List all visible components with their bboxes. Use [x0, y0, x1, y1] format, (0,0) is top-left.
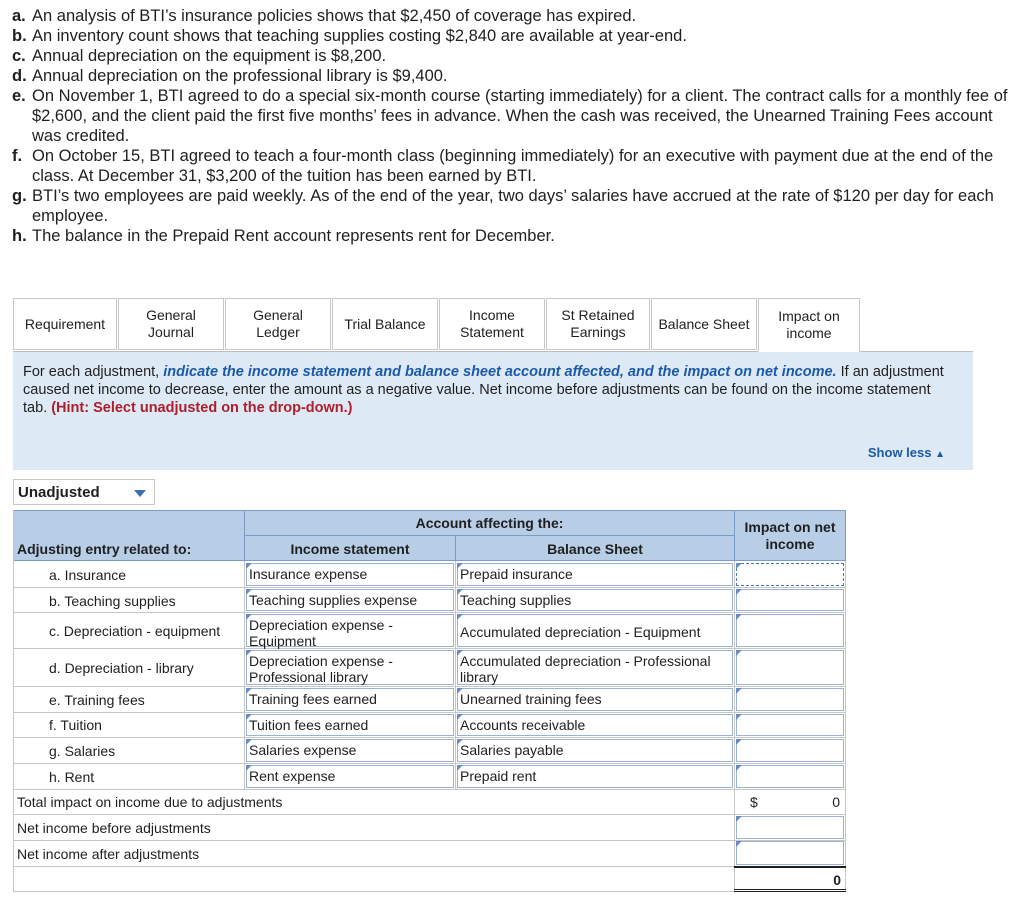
tab-label-line1: Income — [469, 307, 515, 323]
row-label-insurance: a. Insurance — [49, 567, 127, 583]
balance-account-select[interactable]: Prepaid rent — [457, 765, 733, 788]
income-account-select[interactable]: Teaching supplies expense — [246, 589, 454, 611]
problem-item-d: d. Annual depreciation on the professional library is $9,400. — [12, 67, 448, 85]
balance-account-select[interactable]: Teaching supplies — [457, 589, 733, 611]
problem-item-f: f. On October 15, BTI agreed to teach a four-month class (beginning immediately) for an executive with payment due at the end of the class. At December 31, $3,200 of the tuition has been earned by BTI. — [12, 147, 994, 185]
row-divider — [13, 840, 846, 841]
tab-label-line1: Impact on — [778, 308, 840, 324]
tab-impact-on-income[interactable] — [758, 298, 860, 352]
row-divider — [13, 814, 846, 815]
balance-account-select[interactable]: Salaries payable — [457, 739, 733, 762]
problem-item-c: c. Annual depreciation on the equipment is $8,200. — [12, 47, 387, 65]
header-adjusting-cell — [13, 510, 245, 561]
income-account-select[interactable]: Depreciation expense - Equipment — [246, 614, 454, 647]
header-impact-line2: income — [765, 536, 815, 552]
row-label-teaching-supplies: b. Teaching supplies — [49, 593, 176, 609]
instruction-emphasis: indicate the income statement and balance sheet account affected, and the impact on net income. — [163, 364, 837, 380]
net-income-before-label: Net income before adjustments — [17, 820, 211, 836]
header-impact-cell — [734, 510, 846, 561]
tab-label-line1: General — [146, 307, 196, 323]
tab-trial-balance[interactable] — [332, 298, 438, 350]
row-divider — [13, 891, 846, 892]
row-divider — [13, 686, 846, 687]
problem-item-b: b. An inventory count shows that teaching supplies costing $2,840 are available at year-end. — [12, 27, 687, 45]
balance-account-select[interactable]: Accounts receivable — [457, 714, 733, 736]
income-account-select[interactable]: Insurance expense — [246, 563, 454, 586]
tab-requirement[interactable] — [13, 298, 117, 350]
caret-down-icon — [134, 490, 146, 497]
impact-input-teaching-supplies[interactable] — [736, 589, 844, 611]
tab-label-line2: Statement — [460, 324, 524, 340]
column-divider — [244, 561, 245, 789]
instruction-panel — [13, 352, 973, 470]
impact-input-tuition[interactable] — [736, 714, 844, 736]
net-income-before-input[interactable] — [736, 816, 844, 839]
tab-label-line1: General — [253, 307, 303, 323]
tab-label-line2: income — [786, 325, 832, 341]
tab-general-journal[interactable] — [118, 298, 224, 350]
row-divider — [13, 789, 846, 790]
problem-item-g: g. BTI’s two employees are paid weekly. As of the end of the year, two days’ salaries have accrued at the rate of $120 per day for each employee. — [12, 187, 994, 225]
tab-label-line2: Journal — [148, 324, 194, 340]
problem-statement — [12, 6, 1012, 246]
impact-input-depreciation-library[interactable] — [736, 650, 844, 685]
header-account-group-label: Account affecting the: — [415, 515, 564, 531]
problem-item-a: a. An analysis of BTI’s insurance policies shows that $2,450 of coverage has expired. — [12, 7, 637, 25]
row-label-tuition: f. Tuition — [49, 717, 102, 733]
total-impact-label: Total impact on income due to adjustments — [17, 794, 283, 810]
statement-version-dropdown[interactable] — [13, 479, 155, 505]
tab-label: Balance Sheet — [658, 315, 750, 332]
impact-input-salaries[interactable] — [736, 739, 844, 762]
row-divider — [13, 763, 846, 764]
triangle-up-icon: ▲ — [935, 449, 945, 460]
net-income-after-total-cell — [734, 866, 846, 892]
header-income-label: Income statement — [290, 541, 410, 557]
header-adjusting-label: Adjusting entry related to: — [17, 541, 192, 557]
tab-label: Requirement — [24, 315, 106, 332]
tab-general-ledger[interactable] — [225, 298, 331, 350]
row-divider — [13, 712, 846, 713]
income-account-select[interactable]: Training fees earned — [246, 688, 454, 711]
net-income-after-value: 0 — [833, 872, 841, 888]
total-currency-symbol: $ — [750, 794, 758, 810]
tab-bar — [13, 298, 973, 352]
row-label-salaries: g. Salaries — [49, 743, 116, 759]
row-divider — [13, 587, 846, 588]
tab-balance-sheet[interactable] — [651, 298, 757, 350]
tab-st-retained-earnings[interactable] — [546, 298, 650, 350]
income-account-select[interactable]: Tuition fees earned — [246, 714, 454, 736]
row-divider — [13, 737, 846, 738]
row-label-depreciation-equipment: c. Depreciation - equipment — [49, 623, 221, 639]
row-label-rent: h. Rent — [49, 769, 95, 785]
row-divider — [13, 648, 846, 649]
problem-item-h: h. The balance in the Prepaid Rent account represents rent for December. — [12, 227, 555, 245]
column-divider — [13, 510, 14, 892]
balance-account-select[interactable]: Unearned training fees — [457, 688, 733, 711]
income-account-select[interactable]: Depreciation expense - Professional library — [246, 650, 454, 685]
header-balance-cell — [455, 535, 735, 561]
income-account-select[interactable]: Rent expense — [246, 765, 454, 788]
column-divider — [455, 561, 456, 789]
instruction-hint: (Hint: Select unadjusted on the drop-down.) — [51, 400, 353, 416]
problem-item-e: e. On November 1, BTI agreed to do a special six-month course (starting immediately) for a client. The contract calls for a monthly fee of $2,600, and the client paid the first five months’ fees in advance. When the cash was received, the Unearned Training Fees account was credited. — [12, 87, 1008, 145]
balance-account-select[interactable]: Accumulated depreciation - Professional library — [457, 650, 733, 685]
impact-input-training-fees[interactable] — [736, 688, 844, 711]
show-less-link[interactable]: Show less ▲ — [867, 445, 945, 460]
net-income-after-label: Net income after adjustments — [17, 846, 200, 862]
instruction-text: For each adjustment, indicate the income statement and balance sheet account affected, and the impact on net income. If an adjustment caused net income to decrease, enter the amount as a negative value. Net income before adjustments can be found on the income statement tab. (Hint: Select unadjusted on the drop-down.) — [23, 364, 944, 416]
tab-income-statement[interactable] — [439, 298, 545, 350]
row-label-depreciation-library: d. Depreciation - library — [49, 660, 194, 676]
balance-account-select[interactable]: Accumulated depreciation - Equipment — [457, 614, 733, 647]
column-divider — [734, 561, 735, 892]
header-impact-line1: Impact on net — [744, 519, 836, 535]
row-divider — [13, 612, 846, 613]
tab-label-line2: Ledger — [256, 324, 300, 340]
column-divider — [845, 561, 846, 892]
dropdown-selected-value: Unadjusted — [18, 484, 100, 501]
tab-label: Trial Balance — [344, 315, 426, 332]
balance-account-select[interactable]: Prepaid insurance — [457, 563, 733, 586]
impact-input-insurance[interactable] — [736, 563, 844, 586]
net-income-after-box[interactable] — [736, 841, 844, 865]
header-income-cell — [244, 535, 456, 561]
impact-input-depreciation-equipment[interactable] — [736, 614, 844, 647]
header-balance-label: Balance Sheet — [547, 541, 643, 557]
total-impact-value: 0 — [832, 794, 840, 810]
income-account-select[interactable]: Salaries expense — [246, 739, 454, 762]
impact-input-rent[interactable] — [736, 765, 844, 788]
tab-label-line2: Earnings — [570, 324, 626, 340]
row-label-training-fees: e. Training fees — [49, 692, 145, 708]
tab-label-line1: St Retained — [561, 307, 635, 323]
adjustment-impact-table — [13, 510, 846, 892]
row-divider — [13, 866, 846, 867]
header-account-group — [244, 510, 735, 536]
